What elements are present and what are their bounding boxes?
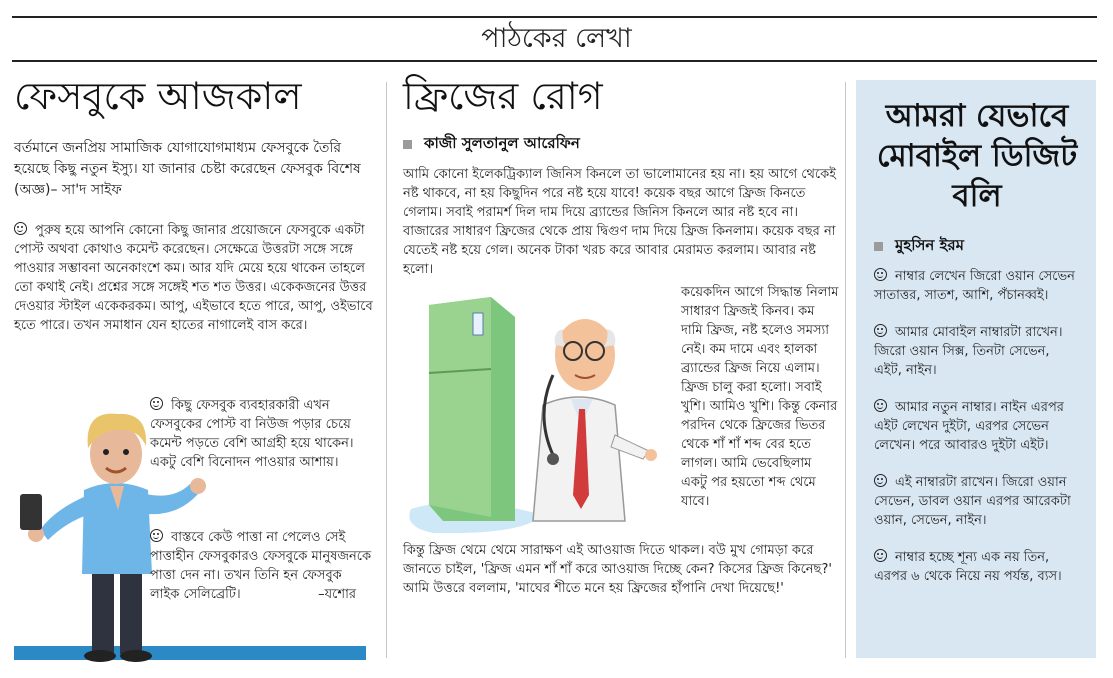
paragraph-2	[150, 396, 365, 472]
author-byline	[874, 234, 1080, 259]
list-item	[874, 473, 1080, 530]
smiley-icon	[874, 324, 887, 337]
signature: –যশোর	[318, 587, 356, 602]
column-divider-2	[845, 82, 846, 658]
list-item	[874, 548, 1080, 586]
smiley-icon	[874, 399, 887, 412]
list-item-text: আমার নতুন নাম্বার। নাইন এরপর এইট লেখেন দুইটা, এরপর সেভেন লেখেন। পরে আবারও দুইটা এইট।	[874, 400, 1064, 453]
fridge-doctor-illustration	[403, 285, 661, 537]
list-item-text: নাম্বার লেখেন জিরো ওয়ান সেভেন সাতাত্তর, সাতশ, আশি, পঁচানব্বই।	[874, 269, 1075, 303]
paragraph-text: বাস্তবে কেউ পাত্তা না পেলেও সেই পাত্তাহীন ফেসবুকারও ফেসবুকে মানুষজনকে পাত্তা দেন না। তখন তিনি হন ফেসবুক লাইক সেলিব্রেটি।	[150, 530, 372, 602]
section-title: পাঠকের লেখা	[481, 23, 632, 54]
article-intro: বর্তমানে জনপ্রিয় সামাজিক যোগাযোগমাধ্যম ফেসবুকে তৈরি হয়েছে কিছু নতুন ইস্যু। যা জানার চেষ্টা করেছেন ফেসবুক বিশেষ (অজ্ঞ)– সা'দ সাইফ	[14, 140, 361, 198]
paragraph-4: আমি উত্তরে বললাম, 'মাঘের শীতে মনে হয় ফ্রিজের হাঁপানি দেখা দিয়েছে!'	[403, 581, 784, 596]
article-fridge	[403, 72, 839, 668]
smiley-icon	[14, 222, 27, 235]
list-item	[874, 267, 1080, 305]
article-headline: ফ্রিজের রোগ	[403, 74, 603, 118]
header-rule-bottom	[12, 60, 1097, 62]
header-rule-top	[12, 16, 1097, 18]
smiley-icon	[874, 474, 887, 487]
smiley-icon	[874, 549, 887, 562]
author-name: মুহসিন ইরম	[895, 236, 964, 254]
list-item-text: এই নাম্বারটা রাখেন। জিরো ওয়ান সেভেন, ডাবল ওয়ান এরপর আরেকটা ওয়ান, সেভেন, নাইন।	[874, 475, 1071, 528]
paragraph-text: কিছু ফেসবুক ব্যবহারকারী এখন ফেসবুকের পোস্ট বা নিউজ পড়ার চেয়ে কমেন্ট পড়তে বেশি আগ্রহী হয়ে থাকেন। একটু বেশি বিনোদন পাওয়ার আশায়।	[150, 398, 354, 470]
article-headline: আমরা যেভাবে মোবাইল ডিজিট বলি	[876, 98, 1078, 214]
paragraph-3	[150, 528, 372, 604]
list-item-text: নাম্বার হচ্ছে শূন্য এক নয় তিন, এরপর ৬ থেকে নিয়ে নয় পর্যন্ত, ব্যস।	[874, 550, 1062, 584]
bullet-square-icon	[403, 140, 412, 149]
paragraph-text: পুরুষ হয়ে আপনি কোনো কিছু জানার প্রয়োজনে ফেসবুকে একটা পোস্ট অথবা কোথাও কমেন্ট করেছেন। সেক্ষেত্রে উত্তরটা সঙ্গে সঙ্গে পাওয়ার সম্ভাবনা অনেকাংশে কম। আর যদি মেয়ে হয়ে থাকেন তাহলে তো কথাই নেই। প্রশ্নের সঙ্গে সঙ্গেই শত শত উত্তর। একেকজনের উত্তর দেওয়ার স্টাইল একেকরকম। আপু, এইভাবে হতে পারে, আপু, ওইভাবে হতে পারে। তখন সমাধান যেন হাতের নাগালেই বাস করে।	[14, 223, 373, 333]
paragraph-2: কয়েকদিন আগে সিদ্ধান্ত নিলাম সাধারণ ফ্রিজই কিনব। কম দামি ফ্রিজ, নষ্ট হলেও সমস্যা নেই। কম দামে এবং হালকা ব্র্যান্ডের ফ্রিজ নিয়ে এলাম। ফ্রিজ চালু করা হলো। সবাই খুশি। আমিও খুশি। কিন্তু কেনার পরদিন থেকে ফ্রিজের ভিতর থেকে শাঁ শাঁ শব্দ বের হতে লাগল। আমি ভেবেছিলাম একটু পর হয়তো শব্দ থেমে যাবে।	[681, 285, 839, 509]
smiley-icon	[150, 529, 163, 542]
list-item	[874, 398, 1080, 455]
smiley-icon	[150, 397, 163, 410]
article-facebook	[14, 72, 374, 668]
illustration-block	[403, 283, 839, 539]
illustration-area	[14, 390, 374, 668]
list-item	[874, 323, 1080, 380]
author-byline	[403, 132, 839, 157]
bullet-square-icon	[874, 242, 883, 251]
article-mobile-digits	[856, 80, 1096, 658]
column-divider-1	[386, 82, 387, 658]
paragraph-1: আমি কোনো ইলেকট্রিক্যাল জিনিস কিনলে তা ভালোমানের হয় না। হয় আগে থেকেই নষ্ট থাকবে, না হয় কিছুদিন পরে নষ্ট হয়ে যাবে! কয়েক বছর আগে ফ্রিজ কিনতে গেলাম। সবাই পরামর্শ দিল দাম দিয়ে ব্র্যান্ডের জিনিস কিনলে আর নষ্ট হবে না। বাজারের সাধারণ ফ্রিজের থেকে প্রায় দ্বিগুণ দাম দিয়ে ফ্রিজ কিনলাম। কয়েক বছর না যেতেই নষ্ট হয়ে গেল। অনেক টাকা খরচ করে আবার মেরামত করলাম। আবার নষ্ট হলো।	[403, 167, 837, 277]
list-item-text: আমার মোবাইল নাম্বারটা রাখেন। জিরো ওয়ান সিক্স, তিনটা সেভেন, এইট, নাইন।	[874, 325, 1063, 378]
paragraph-1	[14, 221, 374, 335]
paragraph-3: কিন্তু ফ্রিজ থেমে থেমে সারাক্ষণ এই আওয়াজ দিতে থাকল। বউ মুখ গোমড়া করে জানতে চাইল, 'ফ্রিজ এমন শাঁ শাঁ করে আওয়াজ দিচ্ছে কেন? কিসের ফ্রিজ কিনেছ?'	[403, 543, 832, 577]
smiley-icon	[874, 268, 887, 281]
article-headline: ফেসবুকে আজকাল	[14, 74, 302, 118]
author-name: কাজী সুলতানুল আরেফিন	[424, 134, 580, 152]
